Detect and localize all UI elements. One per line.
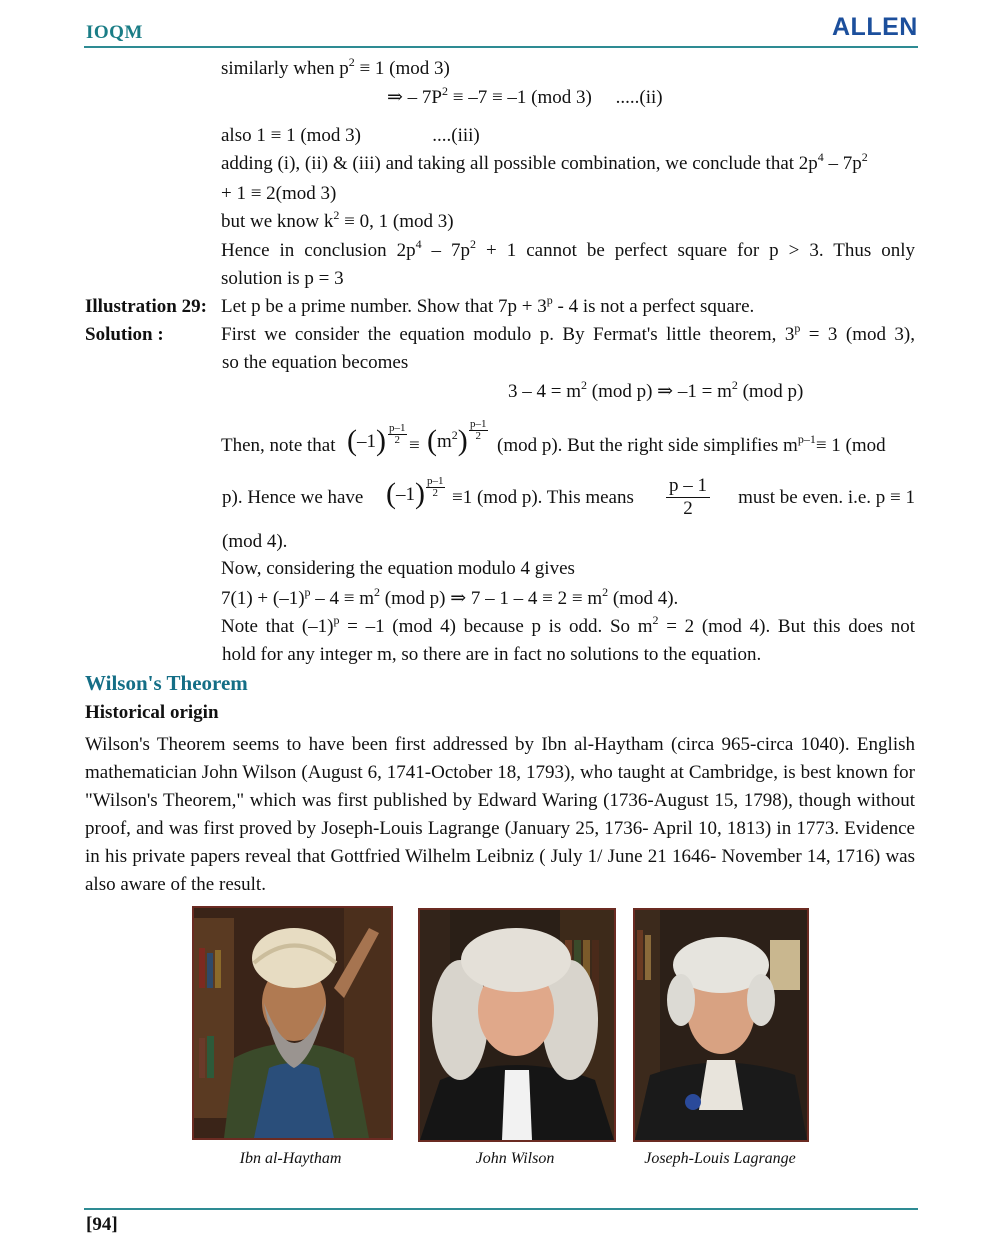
portrait-caption: Joseph-Louis Lagrange bbox=[644, 1150, 796, 1167]
text-line: similarly when $p^2 \equiv 1$ (mod 3) bbox=[221, 55, 450, 79]
illustration-label: Illustration 29: bbox=[85, 296, 207, 317]
history-paragraph: Wilson's Theorem seems to have been first addressed by Ibn al-Haytham (circa 965-circa 1040). English mathematician John Wilson (August 6, 1741-October 18, 1793), who taught at Cambridge, is best known for "Wilson's Theorem," which was first published by Edward Waring (1736-August 15, 1798), though without proof, and was first proved by Joseph-Louis Lagrange (January 25, 1736- April 10, 1813) in 1773. Evidence in his private papers reveal that Gottfried Wilhelm Leibniz ( July 1/ June 21 1646- November 14, 1716) was also aware of the result. bbox=[85, 734, 915, 895]
math-expression: (–1) bbox=[347, 424, 386, 457]
header-rule bbox=[84, 46, 918, 48]
text-line: adding (i), (ii) & (iii) and taking all possible combination, we conclude that $2p^4 - 7p^2$ bbox=[221, 150, 868, 174]
solution-line: so the equation becomes bbox=[222, 352, 409, 373]
text-line: but we know $k^2 \equiv 0$, 1 (mod 3) bbox=[221, 208, 454, 232]
portrait-joseph-louis-lagrange bbox=[633, 908, 809, 1142]
solution-line: Now, considering the equation modulo 4 gives bbox=[221, 558, 575, 579]
solution-line: p). Hence we have bbox=[222, 487, 364, 508]
solution-line: $7(1) + (-1)^p - 4 \equiv m^2$ (mod p) ⇒ $7 - 1 - 4 \equiv 2 \equiv m^2$ (mod 4). bbox=[221, 585, 679, 609]
text-line: Hence in conclusion $2p^4 - 7p^2 + 1$ cannot be perfect square for p > 3. Thus only bbox=[221, 237, 916, 261]
solution-line: Then, note that bbox=[221, 435, 336, 456]
brand-logo: ALLEN bbox=[832, 13, 918, 41]
page-number: [94] bbox=[86, 1214, 118, 1235]
solution-line: (mod 4). bbox=[222, 531, 288, 552]
solution-line: ≡1 (mod p). This means bbox=[452, 487, 634, 508]
solution-line: (mod p). But the right side simplifies $m^{p-1}\equiv 1$ (mod bbox=[497, 432, 886, 456]
text-line: ⇒ – $7P^2 \equiv -7 \equiv -1$ (mod 3) .....(ii) bbox=[387, 84, 663, 108]
solution-line: Note that $(-1)^p = -1$ (mod 4) because p is odd. So $m^2 = 2$ (mod 4). But this does not bbox=[221, 613, 916, 637]
math-expression: $(m^2)$ bbox=[427, 424, 468, 457]
solution-equation: $3 - 4 = m^2$ (mod p) ⇒ $-1 = m^2$ (mod p) bbox=[508, 378, 804, 402]
section-subtitle: Historical origin bbox=[85, 702, 219, 723]
solution-line: must be even. i.e. p ≡ 1 bbox=[738, 487, 915, 508]
portrait-caption: Ibn al-Haytham bbox=[239, 1150, 342, 1167]
text-line: also 1 ≡ 1 (mod 3) ....(iii) bbox=[221, 125, 480, 146]
exponent-fraction: p–1 2 bbox=[389, 422, 406, 446]
text-line: + 1 ≡ 2(mod 3) bbox=[221, 183, 337, 204]
footer-rule bbox=[84, 1208, 918, 1210]
portrait-caption: John Wilson bbox=[475, 1150, 555, 1167]
math-fraction: $\frac{p - 1}{2}$ bbox=[666, 475, 710, 520]
solution-line: First we consider the equation modulo p. By Fermat's little theorem, $3^p = 3$ (mod 3), bbox=[221, 321, 915, 345]
header-title: IOQM bbox=[86, 22, 143, 43]
illustration-text: Let p be a prime number. Show that $7p + 3^p - 4$ is not a perfect square. bbox=[221, 293, 755, 317]
exponent-fraction: p–1 2 bbox=[427, 475, 444, 499]
solution-label: Solution : bbox=[85, 324, 164, 345]
portrait-ibn-al-haytham bbox=[192, 906, 393, 1140]
section-title: Wilson's Theorem bbox=[85, 671, 248, 695]
exponent-fraction: p–1 2 bbox=[470, 418, 487, 442]
math-expression: (–1) bbox=[386, 477, 425, 510]
portrait-john-wilson bbox=[418, 908, 616, 1142]
equiv-sign: ≡ bbox=[409, 435, 420, 456]
text-line: solution is p = 3 bbox=[221, 268, 344, 289]
solution-line: hold for any integer m, so there are in fact no solutions to the equation. bbox=[222, 644, 762, 665]
